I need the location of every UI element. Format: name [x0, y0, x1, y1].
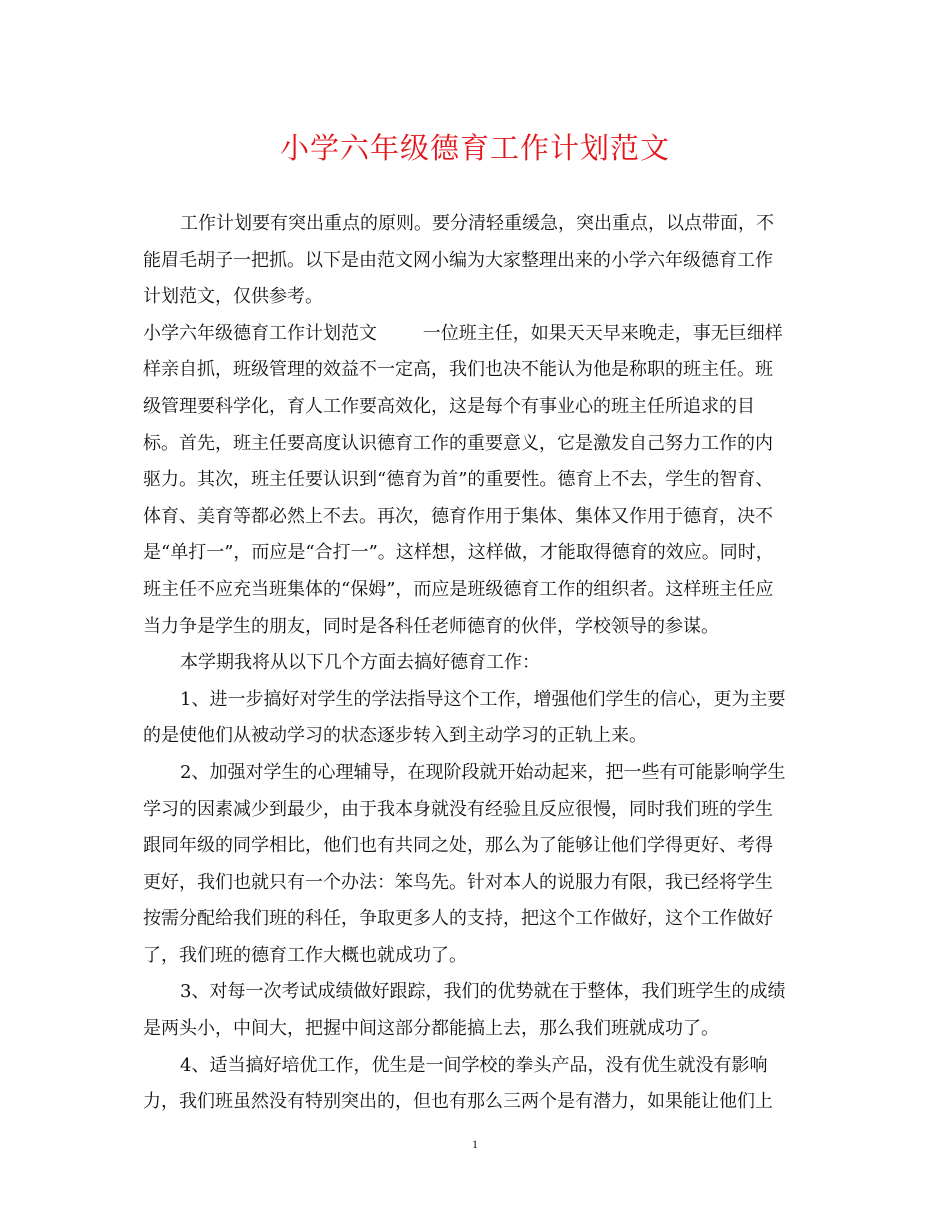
text-line: 3、对每一次考试成绩做好跟踪，我们的优势就在于整体，我们班学生的成绩 [180, 981, 786, 1003]
text-line: 的是使他们从被动学习的状态逐步转入到主动学习的正轨上来。 [143, 725, 647, 747]
text-line: 计划范文，仅供参考。 [143, 286, 323, 308]
text-line: 学习的因素减少到最少，由于我本身就没有经验且反应很慢，同时我们班的学生 [143, 798, 773, 820]
text-line: 工作计划要有突出重点的原则。要分清轻重缓急，突出重点，以点带面，不 [180, 213, 774, 234]
text-line: 体育、美育等都必然上不去。再次，德育作用于集体、集体又作用于德育，决不 [143, 505, 773, 527]
text-line: 2、加强对学生的心理辅导，在现阶段就开始动起来，把一些有可能影响学生 [180, 761, 786, 783]
text-line: 了，我们班的德育工作大概也就成功了。 [143, 944, 467, 966]
text-line: 跟同年级的同学相比，他们也有共同之处，那么为了能够让他们学得更好、考得 [143, 835, 773, 857]
text-line: 是两头小，中间大，把握中间这部分都能搞上去，那么我们班就成功了。 [143, 1018, 719, 1040]
text-line: 更好，我们也就只有一个办法：笨鸟先。针对本人的说服力有限，我已经将学生 [143, 871, 773, 893]
text-line: 班主任不应充当班集体的“保姆”，而应是班级德育工作的组织者。这样班主任应 [143, 578, 774, 600]
text-line: 驱力。其次，班主任要认识到“德育为首”的重要性。德育上不去，学生的智育、 [143, 469, 774, 491]
text-line: 4、适当搞好培优工作，优生是一间学校的拳头产品，没有优生就没有影响 [180, 1054, 768, 1076]
text-line: 本学期我将从以下几个方面去搞好德育工作： [180, 652, 540, 674]
page-number: 1 [472, 1137, 478, 1151]
text-line: 样亲自抓，班级管理的效益不一定高，我们也决不能认为他是称职的班主任。班 [143, 359, 773, 381]
text-line: 按需分配给我们班的科任，争取更多人的支持，把这个工作做好，这个工作做好 [143, 908, 773, 930]
text-line: 能眉毛胡子一把抓。以下是由范文网小编为大家整理出来的小学六年级德育工作 [143, 249, 773, 271]
text-line: 标。首先，班主任要高度认识德育工作的重要意义，它是激发自己努力工作的内 [143, 432, 773, 454]
text-line: 当力争是学生的朋友，同时是各科任老师德育的伙伴，学校领导的参谋。 [143, 615, 719, 637]
text-line: 小学六年级德育工作计划范文 一位班主任，如果天天早来晚走，事无巨细样 [143, 322, 783, 344]
text-line: 级管理要科学化，育人工作要高效化，这是每个有事业心的班主任所追求的目 [143, 395, 755, 417]
text-line: 是“单打一”，而应是“合打一”。这样想，这样做，才能取得德育的效应。同时， [143, 542, 774, 564]
document-body [143, 206, 813, 1121]
text-line: 力，我们班虽然没有特别突出的，但也有那么三两个是有潜力，如果能让他们上 [143, 1091, 773, 1113]
text-line: 1、进一步搞好对学生的学法指导这个工作，增强他们学生的信心，更为主要 [180, 688, 786, 710]
document-title: 小学六年级德育工作计划范文 [279, 131, 670, 165]
